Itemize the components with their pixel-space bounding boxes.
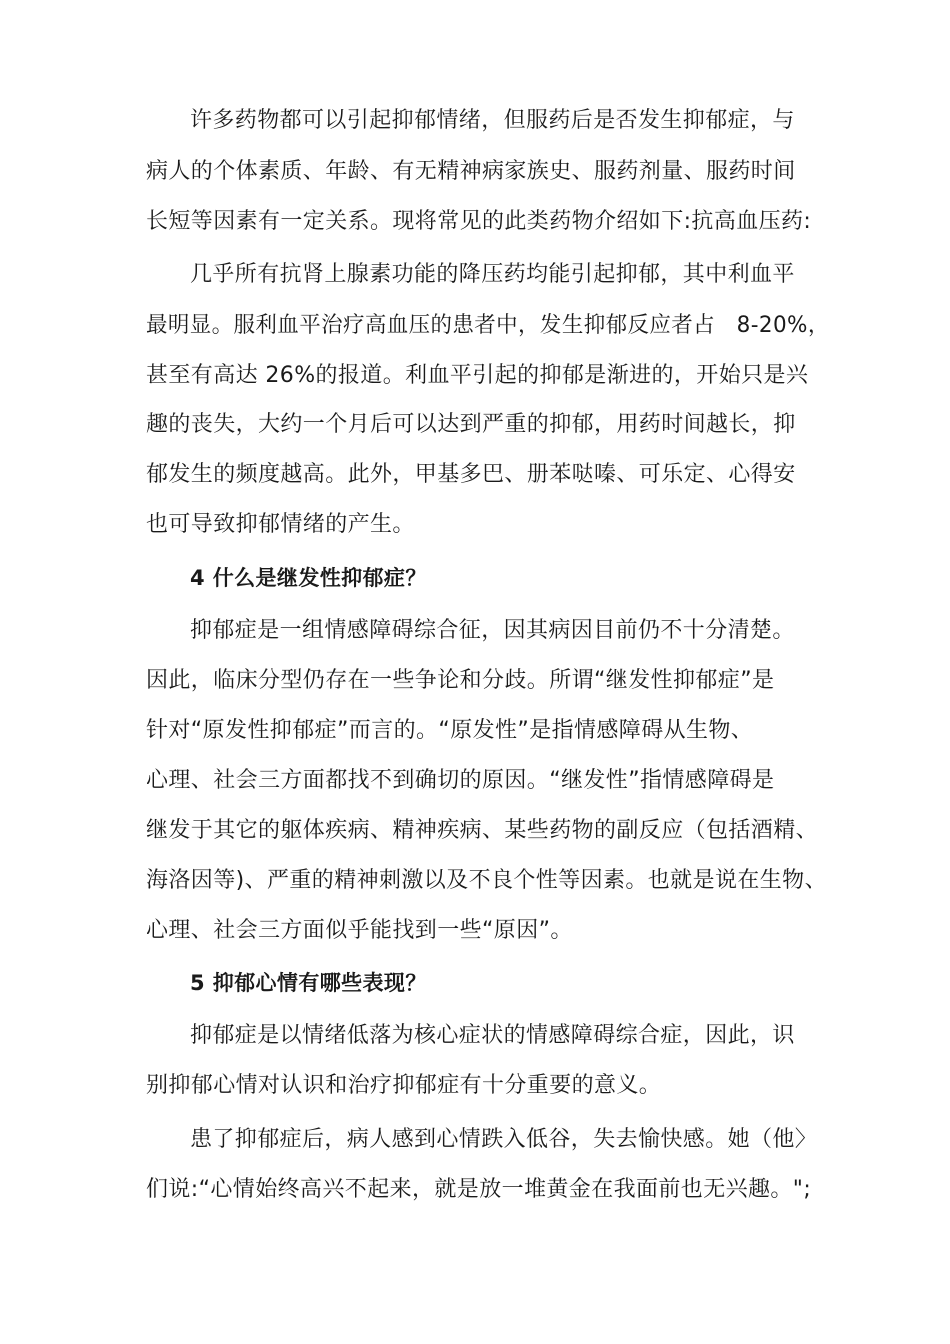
paragraph-3-line-3: 针对“原发性抑郁症”而言的。“原发性”是指情感障碍从生物、 [146,718,754,743]
section-heading-4: 4 什么是继发性抑郁症？ [190,566,427,590]
section-heading-5: 5 抑郁心情有哪些表现？ [190,971,427,995]
paragraph-2-line-6: 也可导致抑郁情绪的产生。 [146,512,415,537]
paragraph-4-line-2: 别抑郁心情对认识和治疗抑郁症有十分重要的意义。 [146,1073,662,1098]
paragraph-2-line-4: 趣的丧失，大约一个月后可以达到严重的抑郁，用药时间越长，抑 [146,412,796,437]
paragraph-2-line-3: 甚至有高达 26%的报道。利血平引起的抑郁是渐进的，开始只是兴 [146,363,809,388]
paragraph-2-line-5: 郁发生的频度越高。此外，甲基多巴、册苯哒嗪、可乐定、心得安 [146,462,796,487]
paragraph-1-line-3: 长短等因素有一定关系。现将常见的此类药物介绍如下:抗高血压药: [146,209,812,234]
paragraph-3-line-4: 心理、社会三方面都找不到确切的原因。“继发性”指情感障碍是 [146,768,775,793]
paragraph-5-line-2: 们说:“心情始终高兴不起来，就是放一堆黄金在我面前也无兴趣。"; [146,1177,812,1202]
paragraph-3-line-5: 继发于其它的躯体疾病、精神疾病、某些药物的副反应（包括酒精、 [146,818,819,843]
paragraph-3-line-6: 海洛因等)、严重的精神刺激以及不良个性等因素。也就是说在生物、 [146,868,827,893]
paragraph-1-line-2: 病人的个体素质、年龄、有无精神病家族史、服药剂量、服药时间 [146,159,796,184]
paragraph-2-line-1: 几乎所有抗肾上腺素功能的降压药均能引起抑郁，其中利血平 [190,262,795,287]
paragraph-4-line-1: 抑郁症是以情绪低落为核心症状的情感障碍综合症，因此，识 [190,1023,795,1048]
paragraph-5-line-1: 患了抑郁症后，病人感到心情跌入低谷，失去愉快感。她（他〉 [190,1127,818,1152]
paragraph-1-line-1: 许多药物都可以引起抑郁情绪，但服药后是否发生抑郁症，与 [190,108,795,133]
paragraph-3-line-1: 抑郁症是一组情感障碍综合征，因其病因目前仍不十分清楚。 [190,618,795,643]
paragraph-3-line-7: 心理、社会三方面似乎能找到一些“原因”。 [146,918,573,943]
paragraph-2-line-2: 最明显。服利血平治疗高血压的患者中，发生抑郁反应者占 8-20%， [146,313,830,338]
paragraph-3-line-2: 因此，临床分型仍存在一些争论和分歧。所谓“继发性抑郁症”是 [146,668,775,693]
